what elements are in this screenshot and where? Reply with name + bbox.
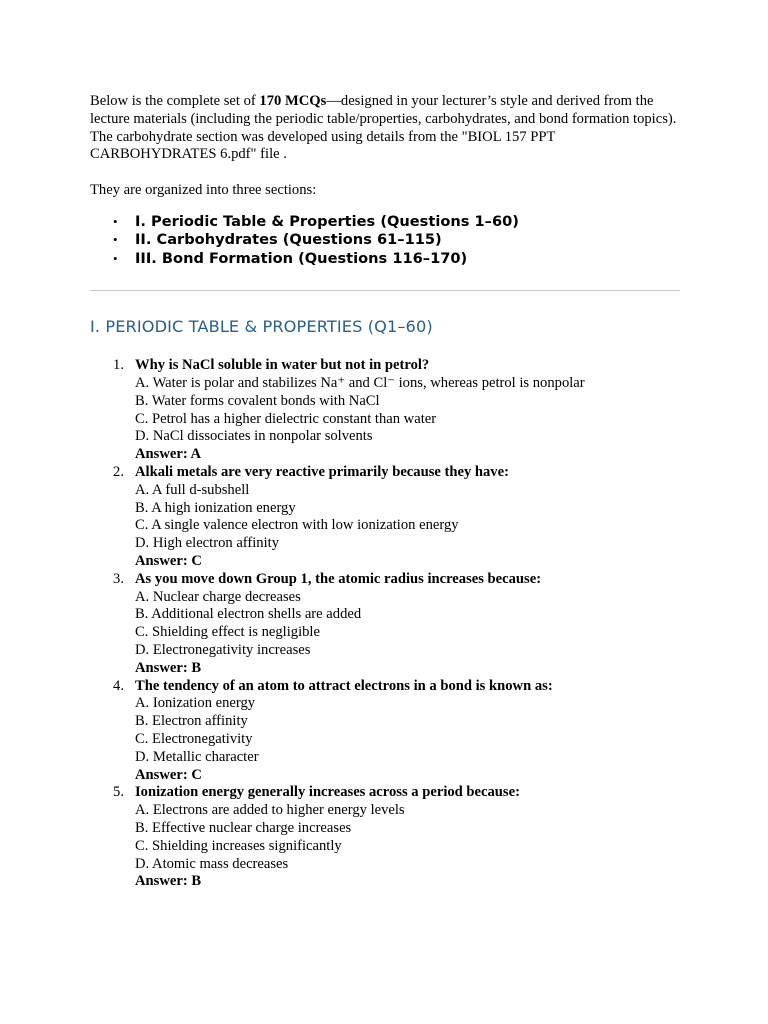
section-label: II. Carbohydrates (Questions 61–115): [135, 231, 442, 249]
question-number: 2.: [113, 463, 124, 480]
question-number: 5.: [113, 784, 124, 801]
intro-bold-count: 170 MCQs: [259, 93, 327, 109]
intro-suffix: —designed in your lecturer’s style and derived from the lecture materials (including the periodic table/properties, carbohydrates, and bond formation topics). The carbohydrate section was developed using details from the "BIOL 157 PPT CARBOHYDRATES 6.pdf" file .: [90, 93, 677, 163]
question-text: Alkali metals are very reactive primarily because they have:: [135, 463, 509, 480]
option-c: C. Shielding increases significantly: [135, 837, 342, 854]
answer-line: Answer: C: [135, 552, 202, 569]
section-list-item: [90, 231, 680, 249]
section-label: III. Bond Formation (Questions 116–170): [135, 249, 468, 267]
question-number: 3.: [113, 570, 124, 587]
answer-line: Answer: B: [135, 659, 202, 676]
question-text: Ionization energy generally increases across a period because:: [135, 784, 520, 801]
option-b: B. Water forms covalent bonds with NaCl: [135, 392, 380, 409]
intro-paragraph: [90, 93, 680, 164]
option-a: A. Electrons are added to higher energy levels: [135, 802, 405, 819]
intro-prefix: Below is the complete set of: [90, 93, 260, 109]
option-a: A. Nuclear charge decreases: [135, 588, 301, 605]
question-item: [90, 464, 680, 571]
option-b: B. A high ionization energy: [135, 499, 296, 516]
option-c: C. Electronegativity: [135, 730, 253, 747]
option-b: B. Electron affinity: [135, 713, 248, 730]
question-item: [90, 784, 680, 891]
option-d: D. NaCl dissociates in nonpolar solvents: [135, 428, 373, 445]
option-c: C. Shielding effect is negligible: [135, 624, 320, 641]
option-b: B. Additional electron shells are added: [135, 606, 362, 623]
option-a: A. A full d-subshell: [135, 481, 250, 498]
option-b: B. Effective nuclear charge increases: [135, 819, 352, 836]
question-list: [90, 357, 680, 891]
section-heading: I. PERIODIC TABLE & PROPERTIES (Q1–60): [90, 317, 433, 337]
bullet: •: [113, 250, 118, 266]
section-list-item: [90, 250, 680, 268]
section-list: [90, 213, 680, 268]
section-label: I. Periodic Table & Properties (Questions 1–60): [135, 212, 519, 230]
question-item: [90, 357, 680, 464]
answer-line: Answer: B: [135, 873, 202, 890]
option-c: C. Petrol has a higher dielectric constant than water: [135, 410, 437, 427]
bullet: •: [113, 213, 118, 229]
option-d: D. High electron affinity: [135, 535, 280, 552]
question-number: 1.: [113, 357, 124, 374]
horizontal-divider: [90, 290, 680, 291]
bullet: •: [113, 232, 118, 248]
option-d: D. Metallic character: [135, 748, 259, 765]
question-number: 4.: [113, 677, 124, 694]
answer-line: Answer: A: [135, 446, 202, 463]
answer-line: Answer: C: [135, 766, 202, 783]
option-a: A. Ionization energy: [135, 695, 256, 712]
question-text: The tendency of an atom to attract electrons in a bond is known as:: [135, 677, 553, 694]
question-item: [90, 678, 680, 785]
option-a: A. Water is polar and stabilizes Na⁺ and Cl⁻ ions, whereas petrol is nonpolar: [135, 375, 585, 391]
option-c: C. A single valence electron with low ionization energy: [135, 517, 459, 534]
question-text: As you move down Group 1, the atomic radius increases because:: [135, 570, 542, 587]
organized-paragraph: They are organized into three sections:: [90, 182, 317, 199]
section-list-item: [90, 213, 680, 231]
document-page: [90, 93, 680, 891]
question-item: [90, 571, 680, 678]
option-d: D. Electronegativity increases: [135, 641, 311, 658]
option-d: D. Atomic mass decreases: [135, 855, 289, 872]
question-text: Why is NaCl soluble in water but not in petrol?: [135, 357, 430, 374]
